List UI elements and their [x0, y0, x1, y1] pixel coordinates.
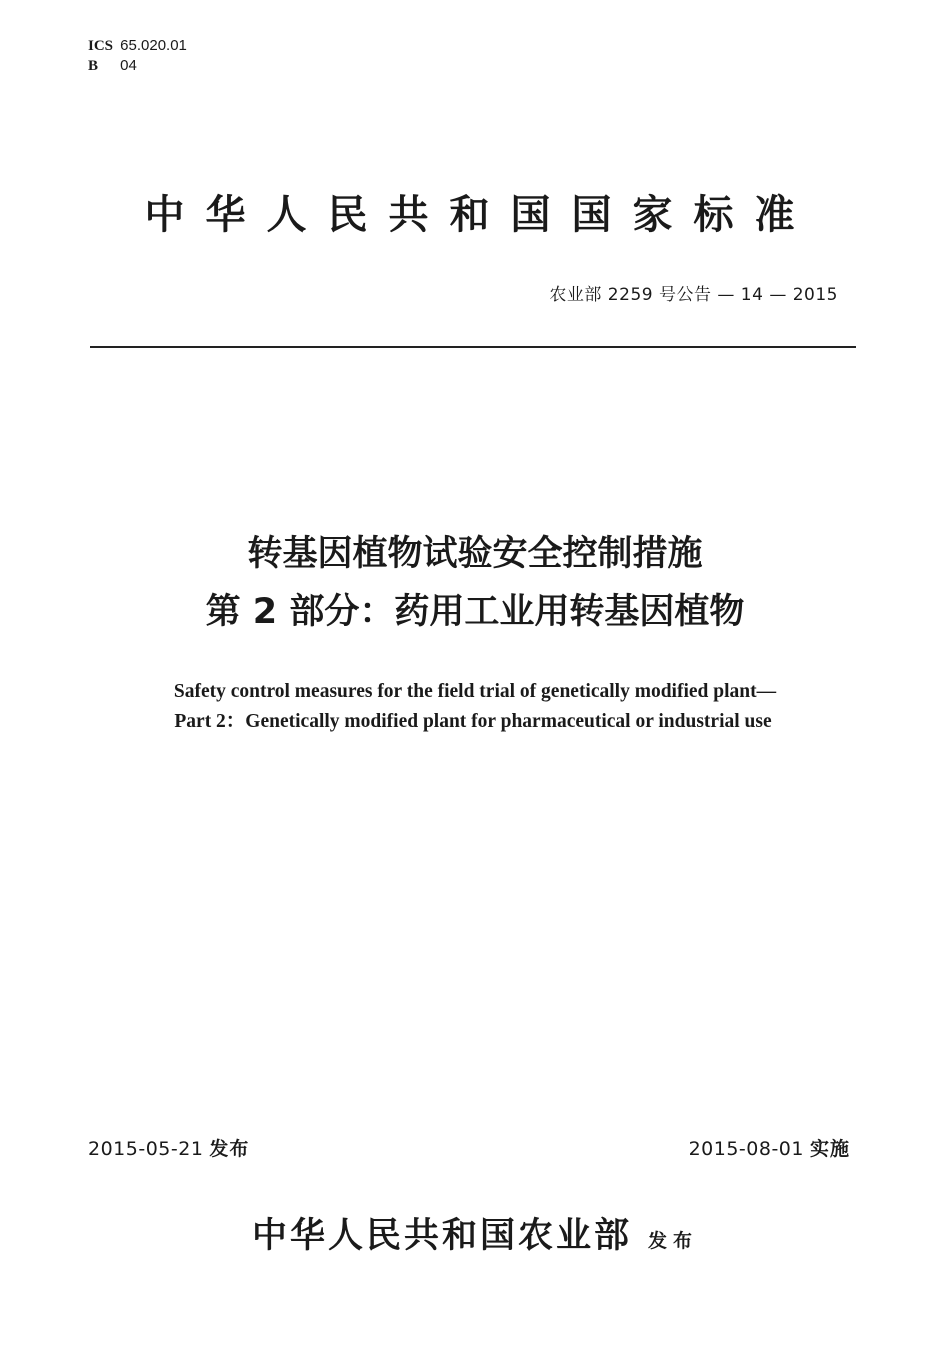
chinese-title-line-1: 转基因植物试验安全控制措施: [247, 534, 703, 574]
issue-date-suffix: 发布: [209, 1138, 250, 1160]
issuer-verb: 发布: [648, 1230, 699, 1252]
issue-date: [88, 1134, 249, 1161]
issuer-line: [0, 1208, 950, 1258]
english-title-line-1: Safety control measures for the field trial of genetically modified plant—: [173, 681, 777, 702]
ccs-label: B: [88, 58, 99, 74]
ics-line: [88, 36, 187, 56]
effective-date: [689, 1134, 850, 1161]
ccs-code: 04: [120, 57, 137, 74]
issue-date-value: 2015-05-21: [88, 1138, 204, 1160]
effective-date-value: 2015-08-01: [688, 1138, 804, 1160]
ics-code: 65.020.01: [120, 37, 187, 54]
issuer-organization: 中华人民共和国农业部: [251, 1215, 632, 1256]
english-title-line-2: Part 2：Genetically modified plant for pharmaceutical or industrial use: [174, 711, 772, 732]
ccs-line: [88, 56, 187, 76]
classification-block: [88, 36, 187, 76]
national-standard-title: 中华人民共和国国家标准: [144, 192, 816, 238]
header-divider: [90, 346, 856, 348]
ics-label: ICS: [88, 38, 114, 54]
standard-number: 农业部 2259 号公告 — 14 — 2015: [549, 285, 838, 305]
chinese-title-line-2: 第 2 部分：药用工业用转基因植物: [205, 592, 745, 632]
effective-date-suffix: 实施: [809, 1138, 850, 1160]
